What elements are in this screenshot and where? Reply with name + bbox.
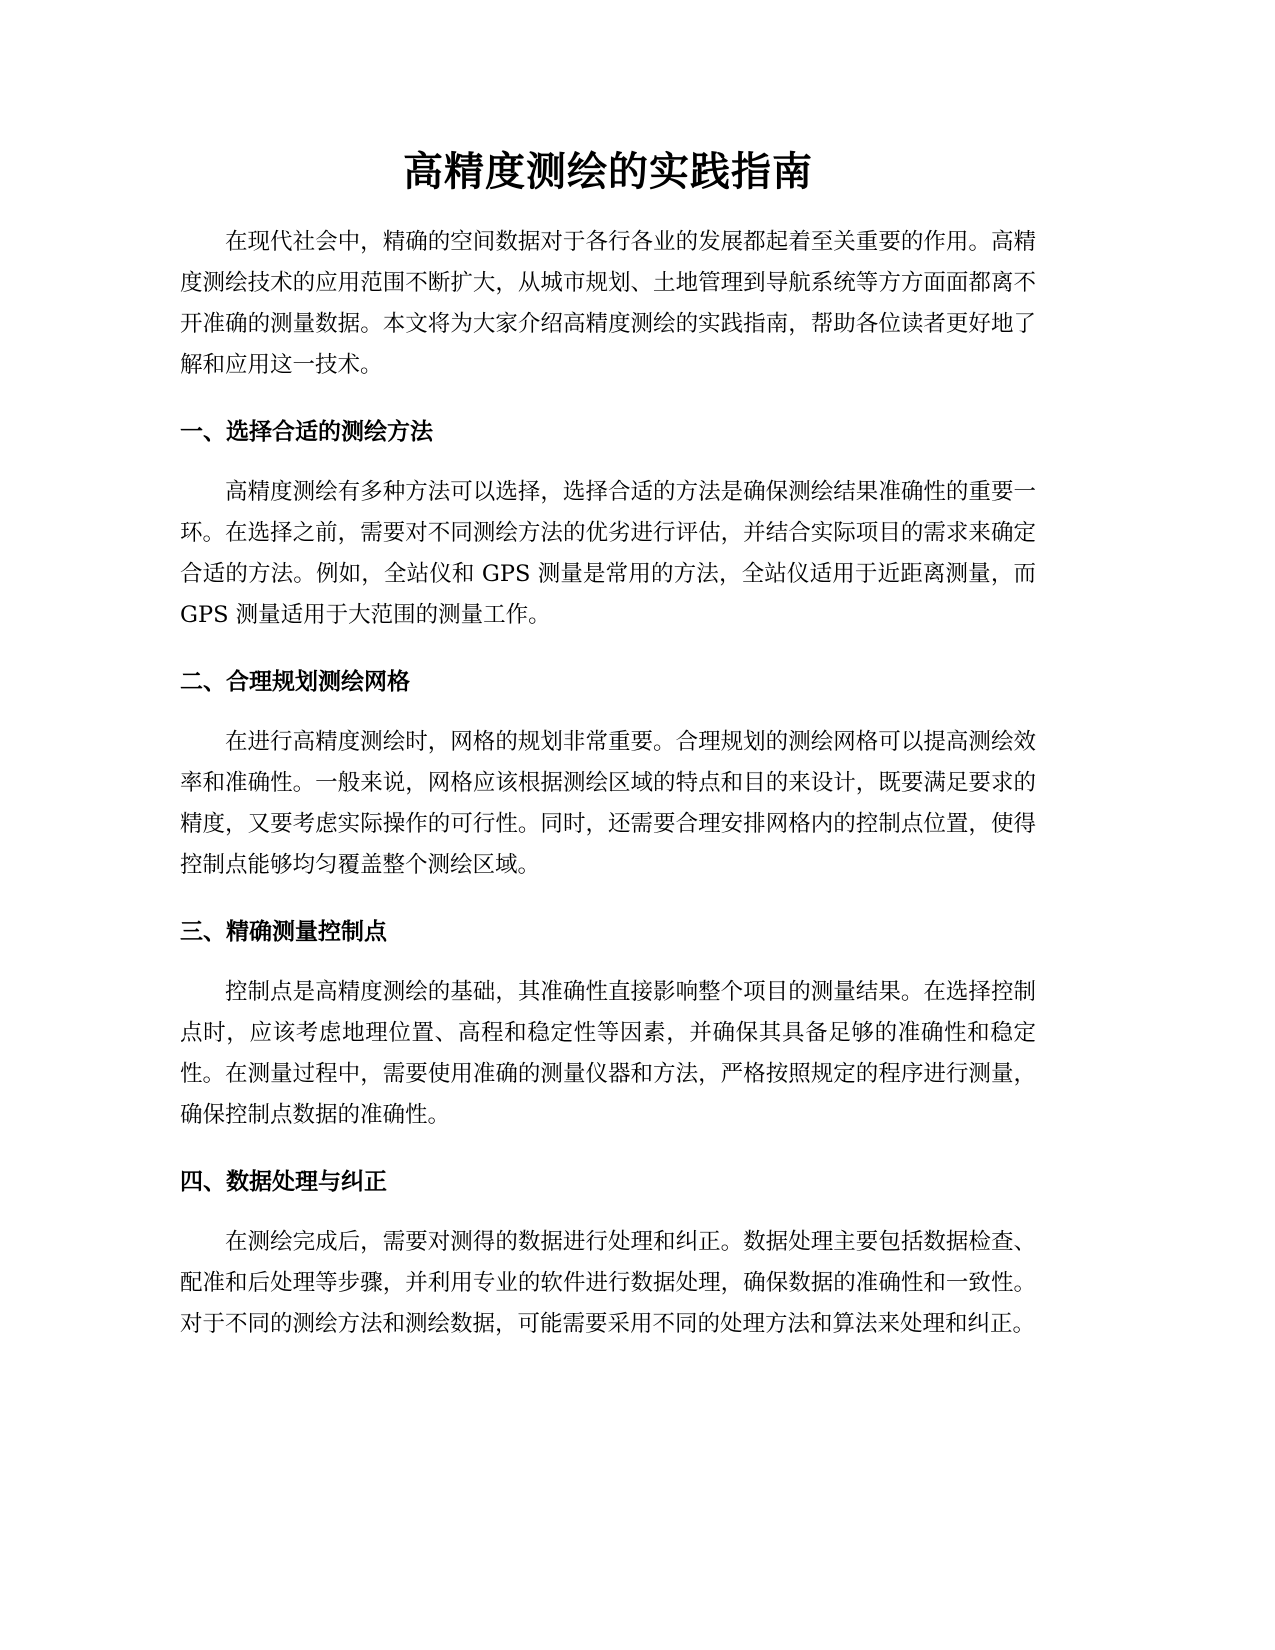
intro-paragraph: 在现代社会中，精确的空间数据对于各行各业的发展都起着至关重要的作用。高精度测绘技术的应用范围不断扩大，从城市规划、土地管理到导航系统等方方面面都离不开准确的测量数据。本文将为大家介绍高精度测绘的实践指南，帮助各位读者更好地了解和应用这一技术。 <box>180 229 1036 378</box>
section-heading: 二、合理规划测绘网格 <box>180 669 410 695</box>
section-body: 在进行高精度测绘时，网格的规划非常重要。合理规划的测绘网格可以提高测绘效率和准确性。一般来说，网格应该根据测绘区域的特点和目的来设计，既要满足要求的精度，又要考虑实际操作的可行性。同时，还需要合理安排网格内的控制点位置，使得控制点能够均匀覆盖整个测绘区域。 <box>180 729 1036 878</box>
section-body: 在测绘完成后，需要对测得的数据进行处理和纠正。数据处理主要包括数据检查、配准和后处理等步骤，并利用专业的软件进行数据处理，确保数据的准确性和一致性。对于不同的测绘方法和测绘数据，可能需要采用不同的处理方法和算法来处理和纠正。 <box>180 1229 1036 1337</box>
section-body: 控制点是高精度测绘的基础，其准确性直接影响整个项目的测量结果。在选择控制点时，应该考虑地理位置、高程和稳定性等因素，并确保其具备足够的准确性和稳定性。在测量过程中，需要使用准确的测量仪器和方法，严格按照规定的程序进行测量，确保控制点数据的准确性。 <box>180 979 1036 1128</box>
section-3 <box>180 916 1036 1136</box>
section-heading: 一、选择合适的测绘方法 <box>180 419 433 445</box>
section-2 <box>180 666 1036 886</box>
document-title: 高精度测绘的实践指南 <box>403 149 813 195</box>
section-heading: 四、数据处理与纠正 <box>180 1169 387 1195</box>
section-heading: 三、精确测量控制点 <box>180 919 387 945</box>
section-4 <box>180 1166 1036 1345</box>
document-page <box>180 140 1036 1375</box>
section-1 <box>180 416 1036 636</box>
section-body: 高精度测绘有多种方法可以选择，选择合适的方法是确保测绘结果准确性的重要一环。在选择之前，需要对不同测绘方法的优劣进行评估，并结合实际项目的需求来确定合适的方法。例如，全站仪和 GPS 测量是常用的方法，全站仪适用于近距离测量，而 GPS 测量适用于大范围的测量工作。 <box>180 479 1036 628</box>
